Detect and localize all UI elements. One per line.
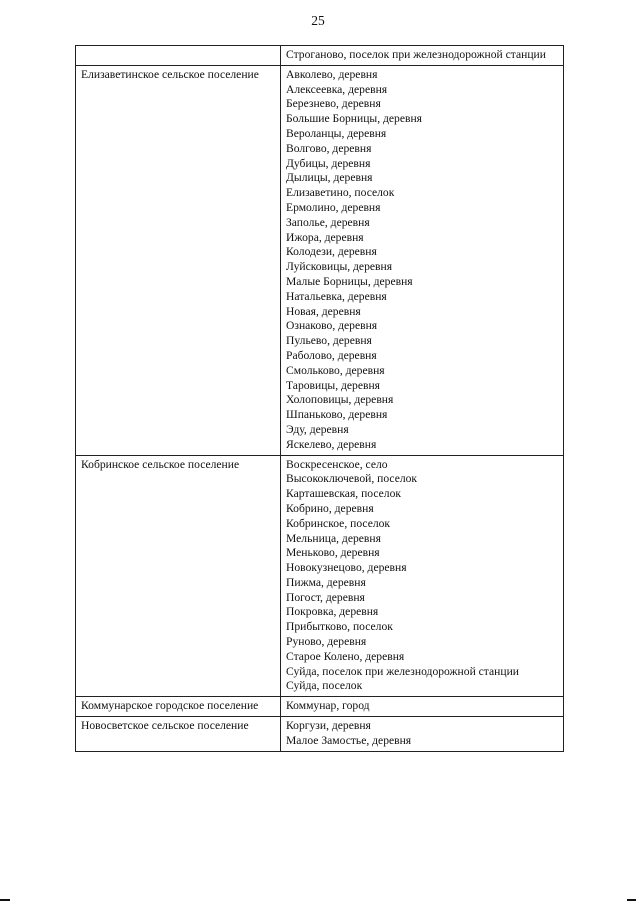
locality-item: Пульево, деревня	[286, 334, 372, 348]
locality-item: Раболово, деревня	[286, 348, 377, 362]
scan-edge-mark-right	[627, 899, 636, 901]
locality-item: Луйсковицы, деревня	[286, 260, 393, 274]
locality-item: Строганово, поселок при железнодорожной станции	[286, 48, 546, 61]
locality-item: Ермолино, деревня	[286, 200, 381, 214]
scan-edge-mark-left	[0, 899, 10, 901]
locality-item: Мельница, деревня	[286, 531, 381, 545]
locality-item: Коммунар, город	[286, 699, 370, 713]
locality-item: Березнево, деревня	[286, 97, 381, 111]
settlement-cell	[76, 46, 281, 66]
locality-item: Волгово, деревня	[286, 141, 372, 155]
locality-item: Суйда, поселок	[286, 679, 363, 693]
page-number: 25	[311, 13, 325, 28]
settlement-name: Елизаветинское сельское поселение	[81, 67, 259, 81]
settlement-cell	[76, 65, 281, 455]
locality-item: Воскресенское, село	[286, 457, 388, 471]
localities-cell	[281, 46, 564, 66]
locality-item: Старое Колено, деревня	[286, 649, 405, 663]
locality-item: Шпаньково, деревня	[286, 408, 388, 422]
locality-item: Натальевка, деревня	[286, 289, 387, 303]
locality-item: Малые Борницы, деревня	[286, 274, 413, 288]
locality-item: Дылицы, деревня	[286, 171, 373, 185]
locality-item: Авколево, деревня	[286, 67, 378, 81]
locality-item: Коргузи, деревня	[286, 719, 371, 733]
locality-item: Меньково, деревня	[286, 546, 380, 560]
settlements-table	[75, 45, 564, 752]
settlement-name: Коммунарское городское поселение	[81, 699, 259, 713]
table-row	[76, 717, 564, 752]
locality-item: Заполье, деревня	[286, 215, 370, 229]
localities-cell	[281, 65, 564, 455]
locality-item: Новокузнецово, деревня	[286, 561, 407, 575]
table-row	[76, 65, 564, 455]
locality-item: Суйда, поселок при железнодорожной станции	[286, 664, 519, 678]
locality-item: Высокоключевой, поселок	[286, 472, 418, 486]
locality-item: Кобринское, поселок	[286, 516, 391, 530]
settlements-table-body	[76, 46, 564, 752]
locality-item: Погост, деревня	[286, 590, 365, 604]
locality-item: Ижора, деревня	[286, 230, 364, 244]
locality-item: Пижма, деревня	[286, 575, 366, 589]
locality-item: Колодези, деревня	[286, 245, 377, 259]
locality-item: Большие Борницы, деревня	[286, 112, 423, 126]
table-row	[76, 455, 564, 697]
localities-cell	[281, 717, 564, 752]
locality-item: Покровка, деревня	[286, 605, 379, 619]
settlement-name: Новосветское сельское поселение	[81, 719, 249, 733]
locality-item: Елизаветино, поселок	[286, 186, 395, 200]
locality-item: Карташевская, поселок	[286, 487, 402, 501]
locality-item: Таровицы, деревня	[286, 378, 381, 392]
settlement-cell	[76, 717, 281, 752]
locality-item: Дубицы, деревня	[286, 156, 371, 170]
table-row	[76, 697, 564, 717]
locality-item: Эду, деревня	[286, 422, 349, 436]
locality-item: Прибытково, поселок	[286, 620, 393, 634]
table-row	[76, 46, 564, 66]
locality-item: Руново, деревня	[286, 635, 367, 649]
settlement-name: Кобринское сельское поселение	[81, 457, 240, 471]
locality-item: Холоповицы, деревня	[286, 393, 394, 407]
localities-cell	[281, 697, 564, 717]
locality-item: Яскелево, деревня	[286, 437, 377, 451]
locality-item: Ознаково, деревня	[286, 319, 378, 333]
locality-item: Кобрино, деревня	[286, 501, 374, 515]
locality-item: Вероланцы, деревня	[286, 126, 387, 140]
locality-item: Малое Замостье, деревня	[286, 733, 412, 747]
settlement-cell	[76, 697, 281, 717]
settlement-cell	[76, 455, 281, 697]
locality-item: Алексеевка, деревня	[286, 82, 388, 96]
locality-item: Новая, деревня	[286, 304, 361, 318]
localities-cell	[281, 455, 564, 697]
locality-item: Смольково, деревня	[286, 363, 385, 377]
